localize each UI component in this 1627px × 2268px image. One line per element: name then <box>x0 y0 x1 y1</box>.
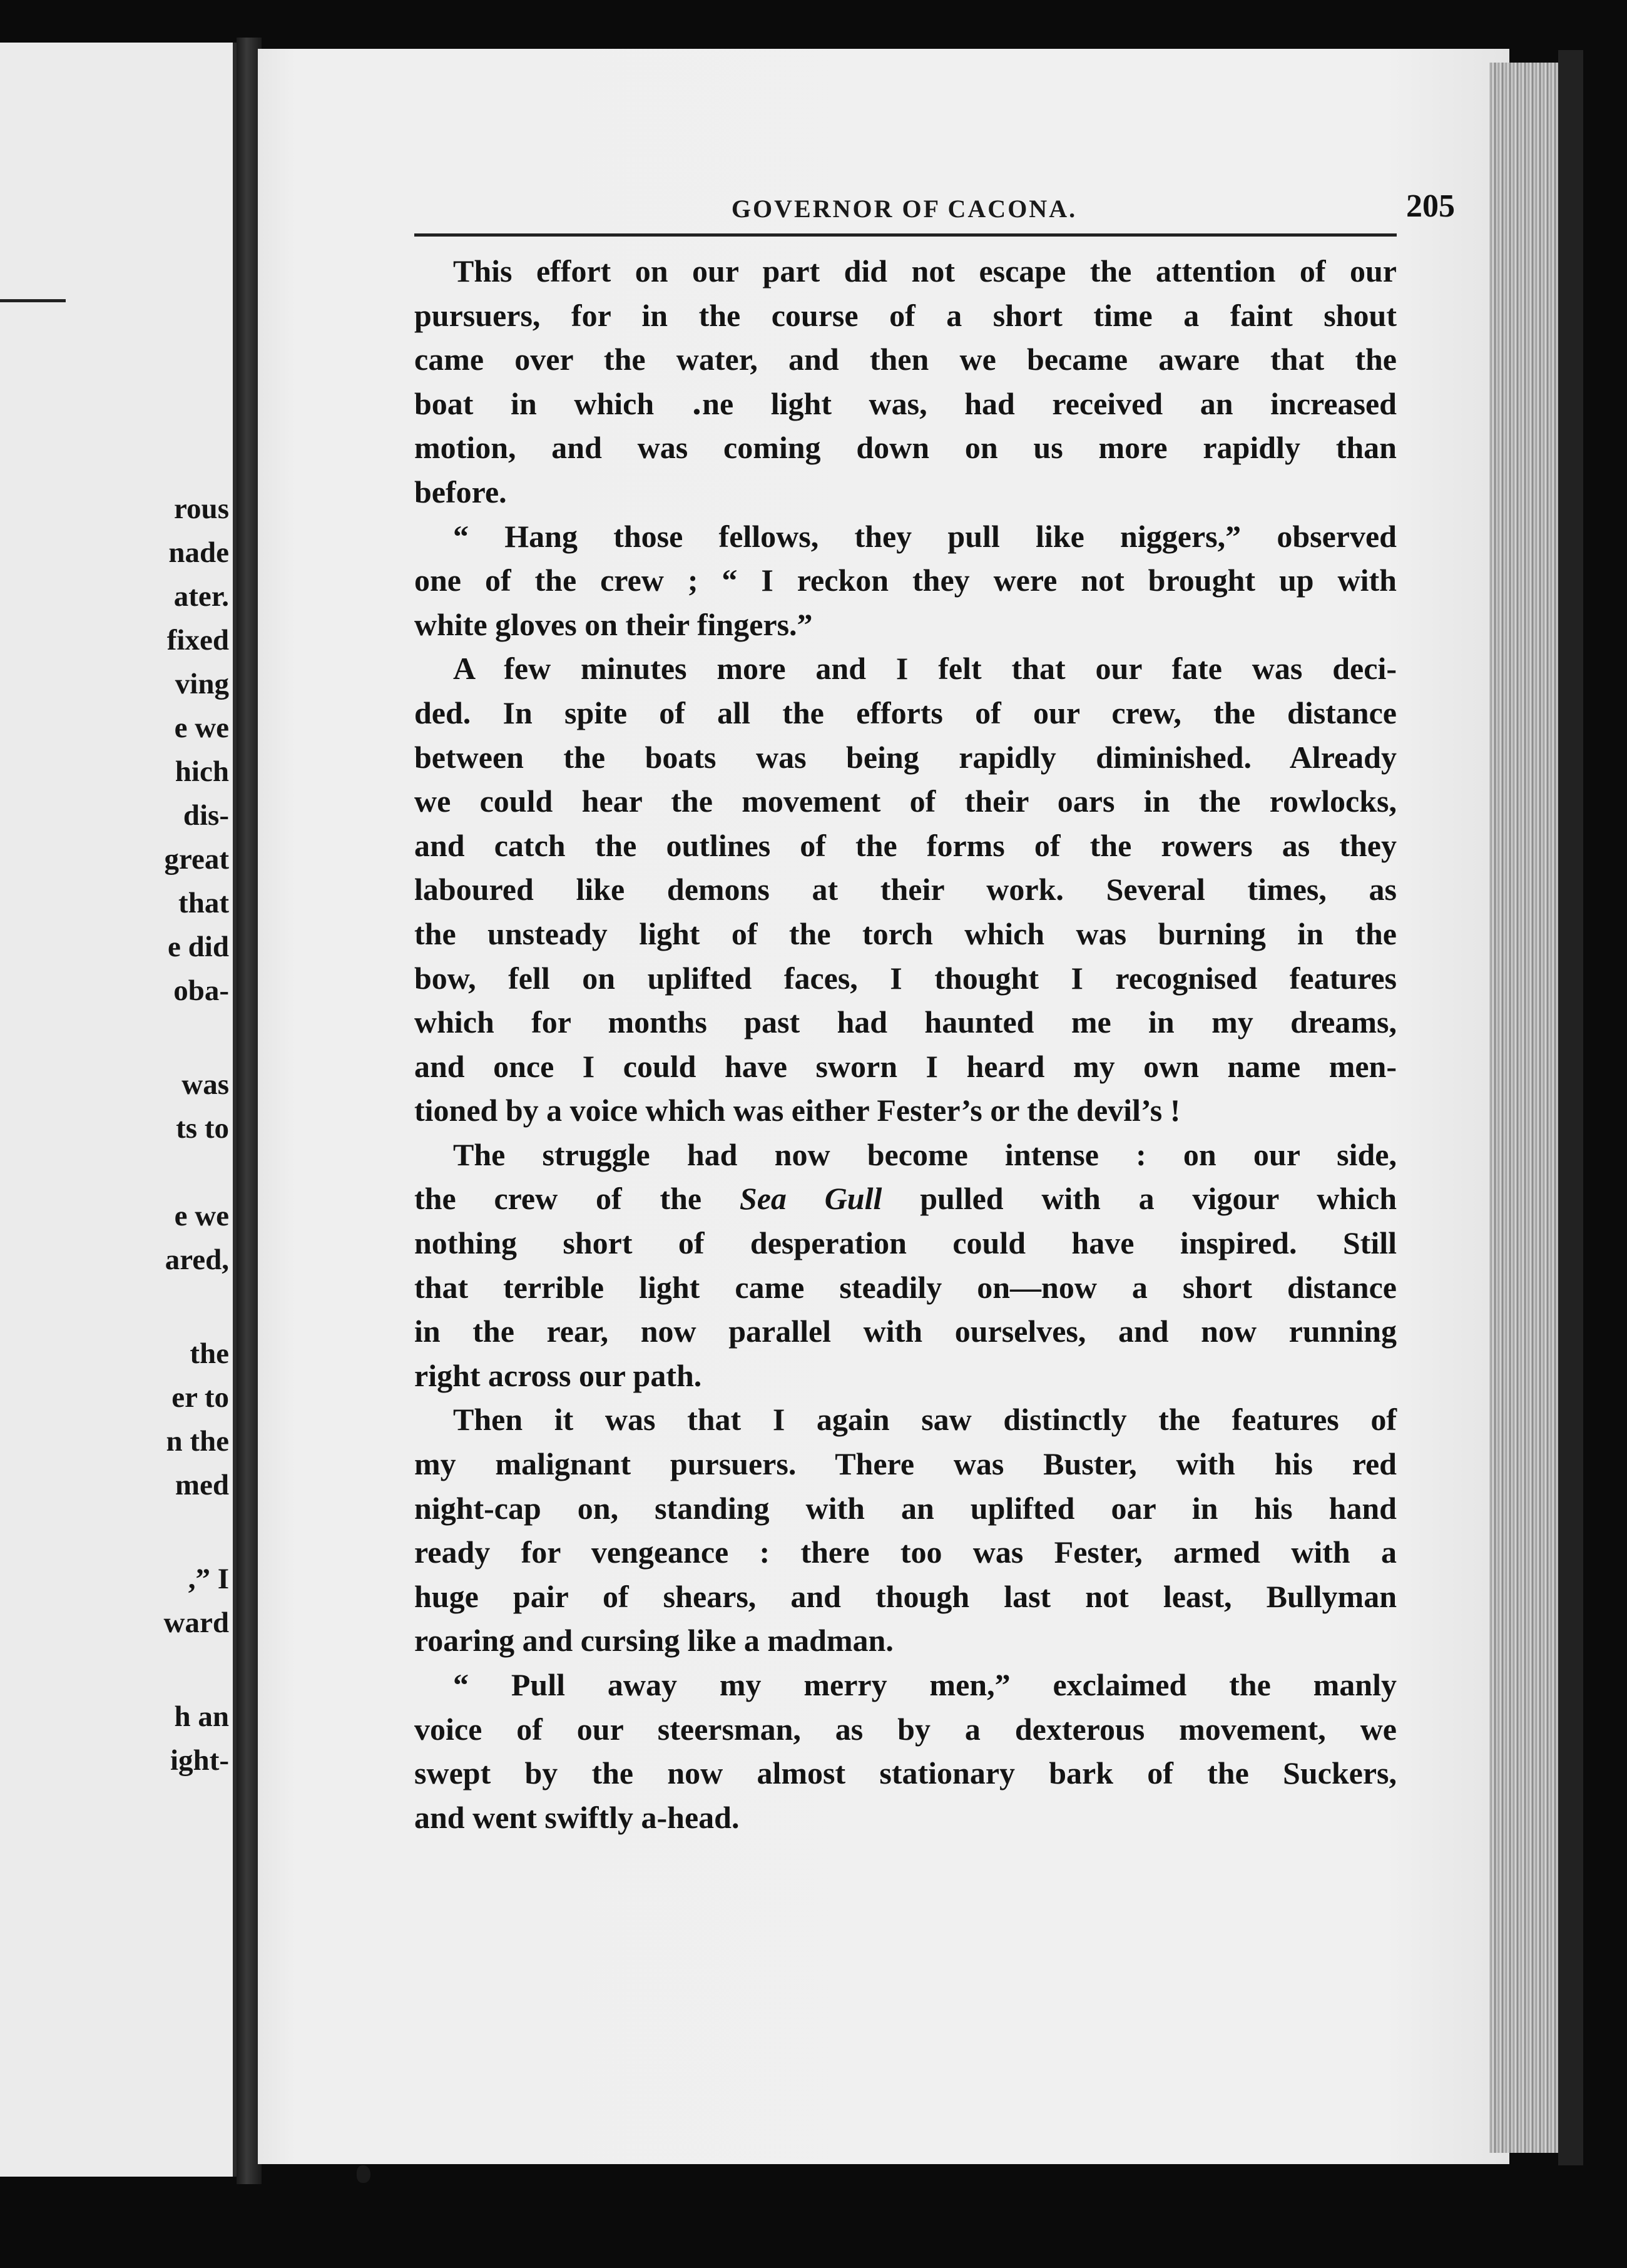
italic-ship-name: Sea Gull <box>739 1181 882 1217</box>
text-line: motion, and was coming down on us more rapidly than <box>414 430 1397 466</box>
facing-page-rule <box>0 299 66 302</box>
facing-page-line-end: ared, <box>165 1244 229 1276</box>
text-line: The struggle had now become intense : on our side, <box>453 1137 1397 1172</box>
body-text <box>414 249 1397 1839</box>
text-line: huge pair of shears, and though last not least, Bullyman <box>414 1578 1397 1614</box>
text-line: right across our path. <box>414 1357 702 1393</box>
text-line: bow, fell on uplifted faces, I thought I recognised features <box>414 960 1397 996</box>
facing-page-line-end: that <box>178 887 229 919</box>
facing-page-line-end: er to <box>171 1381 229 1414</box>
facing-page-line-end: rous <box>174 493 229 525</box>
text-line: between the boats was being rapidly diminished. Already <box>414 739 1397 775</box>
header-rule <box>414 233 1397 237</box>
facing-page-line-end: n the <box>166 1425 229 1458</box>
text-line: the unsteady light of the torch which was burning in the <box>414 916 1397 951</box>
facing-page-line-end: ,” I <box>188 1563 229 1595</box>
text-line: and catch the outlines of the forms of the rowers as they <box>414 827 1397 863</box>
facing-page-line-end: dis- <box>183 799 229 832</box>
facing-page-line-end: hich <box>175 755 229 788</box>
facing-page-line-end: fixed <box>166 624 229 656</box>
facing-page-line-end: great <box>164 843 229 876</box>
text-line: voice of our steersman, as by a dexterous movement, we <box>414 1711 1397 1747</box>
text-line: before. <box>414 474 507 509</box>
ink-blot <box>357 2165 370 2183</box>
text-line: the crew of the Sea Gull pulled with a vigour which <box>414 1181 1397 1217</box>
text-line: roaring and cursing like a madman. <box>414 1623 894 1658</box>
page-number: 205 <box>1406 188 1455 224</box>
text-line: tioned by a voice which was either Fester’s or the devil’s ! <box>414 1093 1181 1128</box>
text-line: my malignant pursuers. There was Buster, with his red <box>414 1446 1397 1482</box>
facing-page-line-end: the <box>190 1337 229 1370</box>
facing-page-line-end: was <box>181 1068 229 1101</box>
facing-page-line-end: oba- <box>173 974 229 1007</box>
facing-page-line-end: e we <box>174 712 229 744</box>
running-head <box>419 188 1509 225</box>
text-line: pursuers, for in the course of a short time a faint shout <box>414 297 1397 333</box>
text-line: which for months past had haunted me in my dreams, <box>414 1004 1397 1040</box>
book-page <box>258 49 1509 2164</box>
facing-page-line-end: ward <box>163 1606 229 1639</box>
text-line: “ Hang those fellows, they pull like niggers,” observed <box>453 518 1397 554</box>
text-line: ded. In spite of all the efforts of our crew, the distance <box>414 695 1397 730</box>
text-line: swept by the now almost stationary bark of the Suckers, <box>414 1755 1397 1791</box>
facing-page-line-end: ts to <box>176 1112 229 1145</box>
facing-page-line-end: ater. <box>173 580 229 613</box>
text-line: nothing short of desperation could have inspired. Still <box>414 1225 1397 1261</box>
text-line: white gloves on their fingers.” <box>414 606 813 642</box>
text-line: and went swiftly a-head. <box>414 1799 740 1835</box>
facing-page-line-end: med <box>175 1469 229 1501</box>
text-line: we could hear the movement of their oars in the rowlocks, <box>414 784 1397 819</box>
facing-page-left <box>0 43 237 2177</box>
page-edges <box>1489 63 1558 2153</box>
facing-page-line-end: e we <box>174 1200 229 1232</box>
facing-page-line-end: ving <box>175 668 229 700</box>
text-line: ready for vengeance : there too was Fester, armed with a <box>414 1535 1397 1570</box>
text-line: “ Pull away my merry men,” exclaimed the manly <box>453 1667 1397 1702</box>
text-line: laboured like demons at their work. Several times, as <box>414 872 1397 907</box>
facing-page-line-end: h an <box>174 1700 229 1733</box>
facing-page-line-end: e did <box>168 931 229 963</box>
text-line: in the rear, now parallel with ourselves, and now running <box>414 1314 1397 1349</box>
text-line: night-cap on, standing with an uplifted oar in his hand <box>414 1490 1397 1526</box>
text-line: boat in which ․ne light was, had received an increased <box>414 386 1397 421</box>
facing-page-line-end: ight- <box>170 1744 229 1777</box>
text-line: came over the water, and then we became aware that the <box>414 342 1397 377</box>
running-title: GOVERNOR OF CACONA. <box>731 195 1078 223</box>
facing-page-line-end: nade <box>168 536 229 569</box>
text-line: Then it was that I again saw distinctly the features of <box>453 1402 1397 1438</box>
text-line: that terrible light came steadily on—now a short distance <box>414 1269 1397 1305</box>
text-line: and once I could have sworn I heard my own name men- <box>414 1048 1397 1084</box>
text-line: A few minutes more and I felt that our fate was deci- <box>453 651 1397 687</box>
text-line: one of the crew ; “ I reckon they were not brought up with <box>414 563 1397 598</box>
text-line: This effort on our part did not escape the attention of our <box>453 253 1397 289</box>
page-edges-shadow <box>1558 50 1583 2165</box>
